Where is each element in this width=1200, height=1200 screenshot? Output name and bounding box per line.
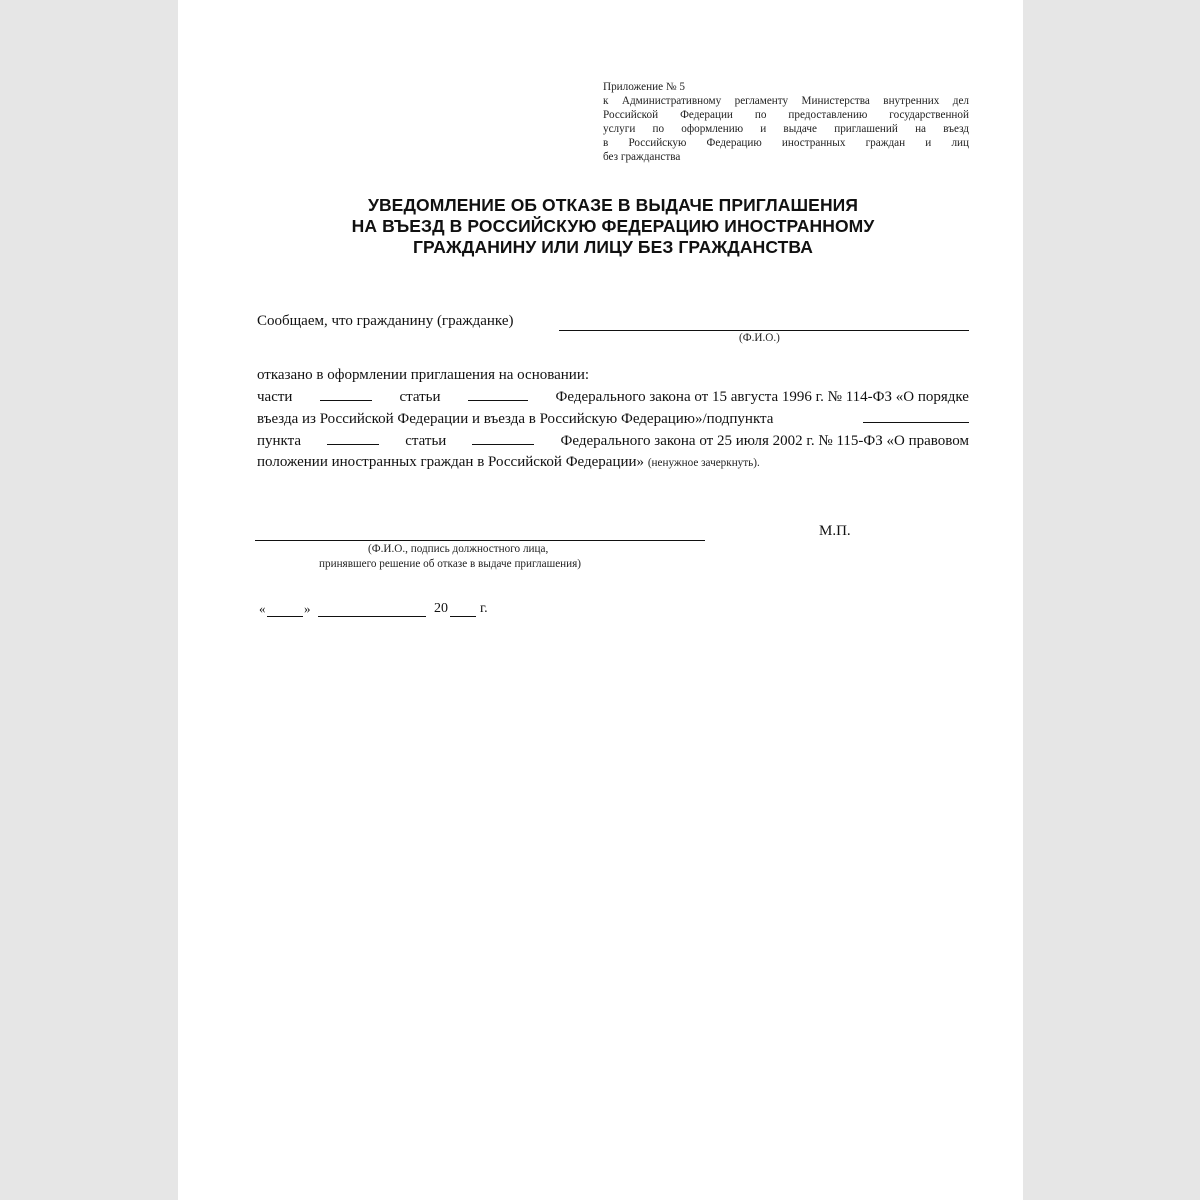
entry-exit-text: въезда из Российской Федерации и въезда в Российскую Федерацию»/подпункта	[257, 411, 774, 427]
legal-basis-row-4	[257, 452, 760, 474]
year-prefix: 20	[434, 601, 448, 616]
appendix-line: к Административному регламенту Министерства внутренних дел	[603, 95, 969, 107]
fio-caption: (Ф.И.О.)	[739, 332, 780, 344]
appendix-line: в Российскую Федерацию иностранных граждан и лиц	[603, 137, 969, 149]
title-line: НА ВЪЕЗД В РОССИЙСКУЮ ФЕДЕРАЦИЮ ИНОСТРАННОМУ	[351, 216, 875, 236]
title-line: УВЕДОМЛЕНИЕ ОБ ОТКАЗЕ В ВЫДАЧЕ ПРИГЛАШЕНИЯ	[367, 195, 859, 215]
part-blank[interactable]	[320, 386, 372, 401]
signature-caption-2: принявшего решение об отказе в выдаче приглашения)	[319, 558, 582, 570]
article-label: статьи	[405, 433, 447, 449]
legal-basis-row-3	[257, 430, 969, 452]
month-blank[interactable]	[318, 616, 426, 617]
article-blank[interactable]	[468, 386, 528, 401]
title-line: ГРАЖДАНИНУ ИЛИ ЛИЦУ БЕЗ ГРАЖДАНСТВА	[412, 237, 814, 257]
point-blank[interactable]	[327, 430, 379, 445]
appendix-block	[603, 80, 969, 164]
appendix-line: Приложение № 5	[603, 81, 685, 93]
appendix-line: без гражданства	[603, 151, 681, 163]
stamp-label: М.П.	[819, 523, 851, 539]
subpoint-blank[interactable]	[863, 408, 969, 423]
notice-refused: отказано в оформлении приглашения на основании:	[257, 367, 590, 383]
article-label: статьи	[399, 389, 441, 405]
document-page	[178, 0, 1023, 1200]
date-close-quote: »	[304, 601, 311, 616]
appendix-line: Российской Федерации по предоставлению государственной	[603, 109, 969, 121]
date-open-quote: «	[259, 601, 266, 616]
legal-basis-row-1	[257, 386, 969, 408]
notice-intro: Сообщаем, что гражданину (гражданке)	[257, 313, 514, 329]
year-suffix: г.	[480, 601, 488, 616]
signature-line[interactable]	[255, 540, 705, 541]
signature-caption-1: (Ф.И.О., подпись должностного лица,	[368, 543, 549, 555]
law-115-text: Федерального закона от 25 июля 2002 г. № 115-ФЗ «О правовом	[560, 433, 969, 449]
strike-note: (ненужное зачеркнуть).	[647, 457, 760, 469]
law-114-text: Федерального закона от 15 августа 1996 г. № 114-ФЗ «О порядке	[555, 389, 969, 405]
legal-status-text: положении иностранных граждан в Российской Федерации»	[257, 454, 645, 470]
appendix-line: услуги по оформлению и выдаче приглашений на въезд	[603, 123, 969, 135]
article-blank[interactable]	[472, 430, 534, 445]
document-title	[238, 195, 988, 258]
part-label: части	[257, 389, 293, 405]
day-blank[interactable]	[267, 616, 303, 617]
point-label: пункта	[257, 433, 302, 449]
fio-field-line[interactable]	[559, 330, 969, 331]
legal-basis-row-2	[257, 408, 969, 430]
year-blank[interactable]	[450, 616, 476, 617]
